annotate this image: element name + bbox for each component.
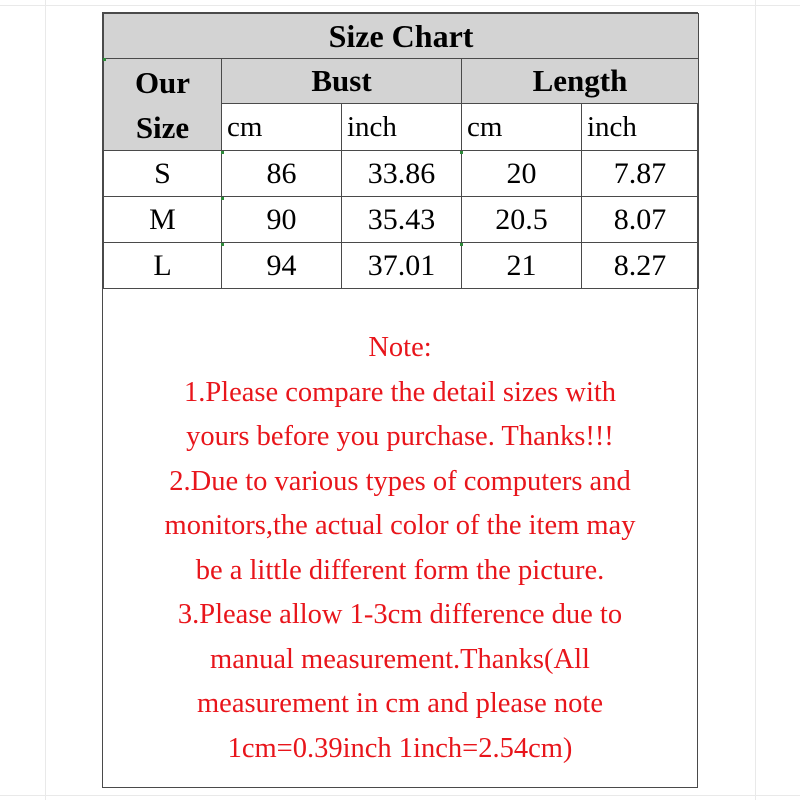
bust-inch-cell: 37.01 [342,243,462,289]
cell-marker [221,197,224,200]
table-row [104,243,699,289]
bust-inch-cell: 33.86 [342,151,462,197]
size-table [103,13,699,289]
note-line: yours before you purchase. Thanks!!! [186,421,614,452]
grid-line [755,0,756,800]
size-cell: L [104,243,222,289]
cell-marker [221,151,224,154]
chart-title: Size Chart [104,14,699,59]
cell-marker [460,243,463,246]
bust-inch-unit: inch [342,104,462,151]
length-header: Length [462,59,699,104]
length-inch-cell: 7.87 [582,151,699,197]
note-line: 1.Please compare the detail sizes with [183,376,617,408]
note-line: be a little different form the picture. [195,554,605,586]
size-cell: M [104,197,222,243]
cell-marker [460,151,463,154]
note-line: measurement in cm and please note [197,688,603,719]
note-line: monitors,the actual color of the item may [164,510,636,541]
length-inch-cell: 8.27 [582,243,699,289]
note-line: 2.Due to various types of computers and [169,465,631,497]
bust-cm-cell: 86 [222,151,342,197]
note-line: 1cm=0.39inch 1inch=2.54cm) [227,732,573,764]
bust-header: Bust [222,59,462,104]
note-line: 3.Please allow 1-3cm difference due to [177,599,623,630]
bust-inch-cell: 35.43 [342,197,462,243]
length-cm-unit: cm [462,104,582,151]
bust-cm-cell: 90 [222,197,342,243]
table-row [104,197,699,243]
length-cm-cell: 20 [462,151,582,197]
bust-cm-unit: cm [222,104,342,151]
length-inch-unit: inch [582,104,699,151]
table-row [104,151,699,197]
cell-marker [103,58,106,61]
length-inch-cell: 8.07 [582,197,699,243]
grid-line [45,0,46,800]
our-size-header-line2: Size [135,109,190,145]
size-chart [102,12,698,788]
note-line: manual measurement.Thanks(All [210,643,590,675]
length-cm-cell: 20.5 [462,197,582,243]
bust-cm-cell: 94 [222,243,342,289]
size-cell: S [104,151,222,197]
length-cm-cell: 21 [462,243,582,289]
cell-marker [221,243,224,246]
note-title: Note: [368,332,432,363]
our-size-header-line1: Our [134,64,191,100]
grid-line [0,5,800,6]
grid-line [0,795,800,796]
our-size-header [104,59,222,151]
note-section [103,293,697,787]
